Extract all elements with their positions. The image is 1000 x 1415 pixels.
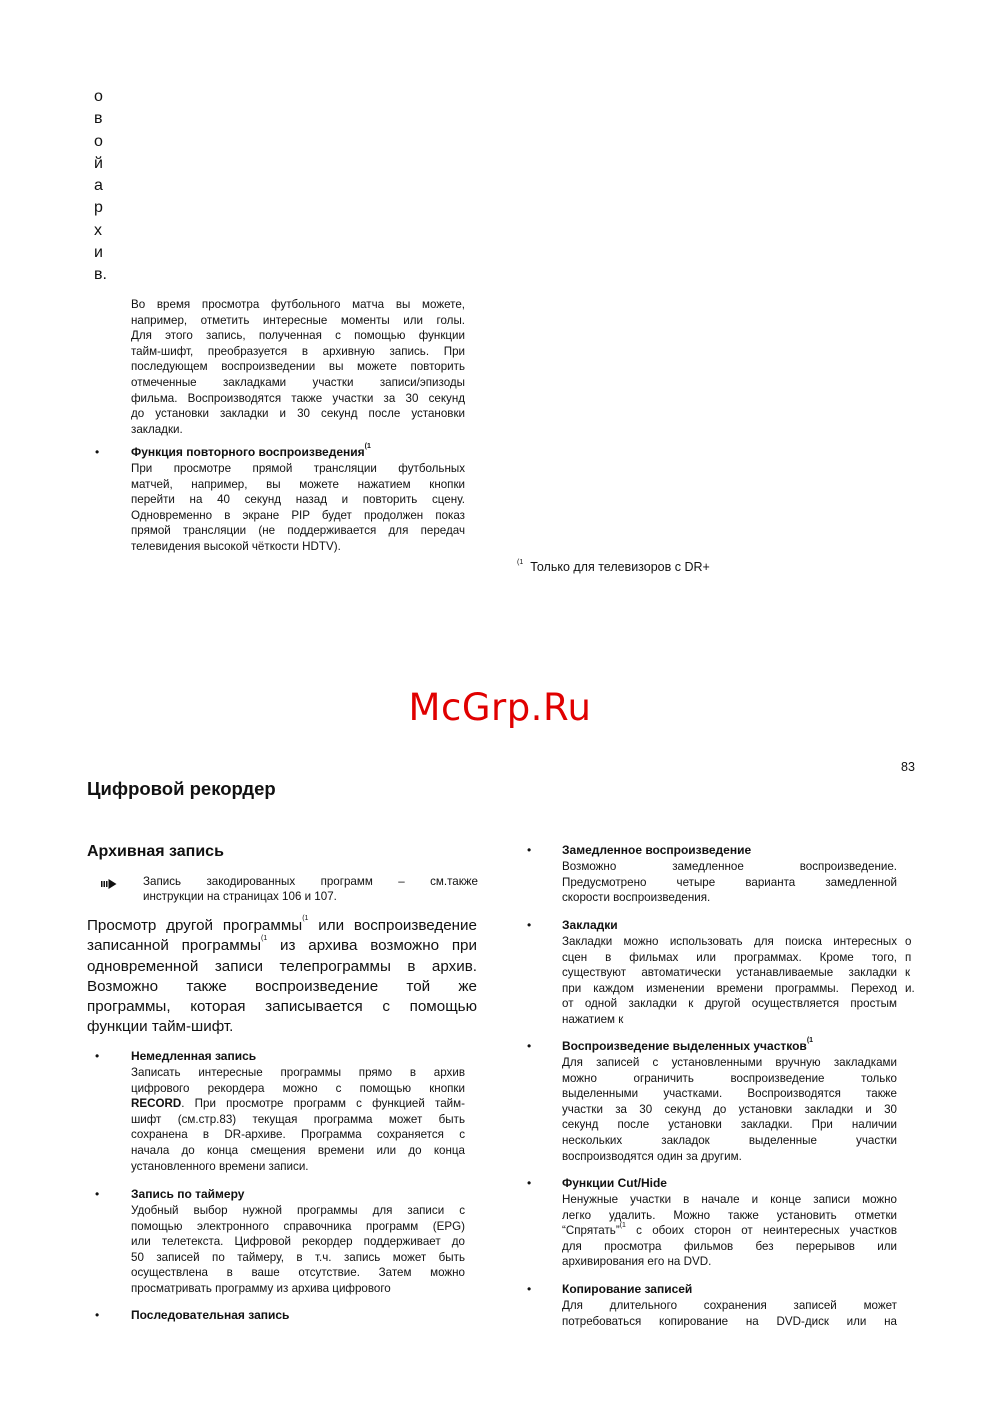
text-line: Запись закодированных программ – см.также [143,875,478,888]
text-line: последующем воспроизведении вы можете повторить [131,360,465,374]
text-line: шифт (см.стр.83) текущая программа может быть [131,1112,465,1126]
record-key: RECORD [131,1097,182,1111]
text-line: матчей, например, вы можете нажатием кнопки [131,477,465,491]
text-line: Для записей с установленными вручную закладками [562,1056,897,1069]
footnote-ref: (1 [302,915,309,922]
replay-paragraph [131,461,465,555]
bullet: • [95,1308,100,1322]
footnote [517,560,710,574]
text-line: Одновременно в экране PIP будет продолжен показ [131,508,465,522]
text-line: легко удалить. Можно также установить отметки [562,1208,897,1222]
footnote-text: Только для телевизоров с DR+ [530,560,710,574]
slow-title: Замедленное воспроизведение [562,843,752,857]
text-line: Для этого запись, полученная с помощью функции [131,329,465,343]
text-line: нескольких закладок выделенные участки [562,1133,897,1147]
vertical-letter: в [94,110,103,128]
page-number: 83 [901,760,915,774]
bullet: • [95,1187,100,1201]
text-line: для просмотра фильмов без перерывов или [562,1239,897,1253]
text-line: тайм-шифт, преобразуется в архивную запись. При [131,344,465,358]
text-line: Для длительного сохранения записей может [562,1299,897,1312]
text-span: . При просмотре программ с функцией тайм- [181,1097,465,1111]
edge-letter: и. [905,981,915,995]
bullet: • [527,918,532,932]
text-line: начала до конца смещения времени или до конца [131,1143,465,1157]
intro-paragraph [87,916,477,1038]
text-line: осуществлена в ваше отсутствие. Затем можно [131,1266,465,1280]
bookmarks-title: Закладки [562,918,618,932]
text-span: из архива возможно при [267,937,477,955]
immediate-title: Немедленная запись [131,1049,257,1063]
copy-paragraph [562,1298,897,1329]
text-line: потребоваться копирование на DVD-диск или на [562,1314,897,1328]
slow-paragraph [562,859,897,906]
text-line: отмеченные закладками участки записи/эпизоды [131,375,465,389]
text-line: 50 записей по таймеру, в т.ч. запись может быть [131,1250,465,1264]
text-line: просматривать программу из архива цифрового [131,1281,391,1295]
text-line: Предусмотрено четыре варианта замедленной [562,875,897,889]
vertical-letter: и [94,244,103,262]
text-line: скорости воспроизведения. [562,891,711,905]
footnote-ref: (1 [806,1037,814,1044]
footnote-ref: (1 [619,1222,626,1230]
vertical-letter: х [94,221,102,239]
text-line: участки за 30 секунд до установки закладки и 30 [562,1102,897,1116]
text-span: или воспроизведение [308,917,477,934]
text-line: закладки. [131,422,183,436]
text-line: перейти на 40 секунд назад и повторить сцену. [131,493,465,507]
text-line: прямой трансляции (не поддерживается для передач [131,524,465,538]
text-line: телевидения высокой чёткости HDTV). [131,539,341,553]
text-line: секунд после установки закладки. При наличии [562,1118,897,1132]
note-paragraph [143,874,478,904]
vertical-letter: р [94,199,103,217]
text-line: или телетекста. Цифровой рекордер поддерживает до [131,1235,465,1249]
text-line: Удобный выбор нужной программы для записи с [131,1204,465,1217]
edge-letter: о [905,935,912,948]
footnote-ref: (1 [364,443,371,450]
vertical-letter: й [94,154,103,172]
vertical-letter: о [94,132,103,150]
text-line: помощью электронного справочника программ (EPG) [131,1219,465,1233]
subsection-title: Архивная запись [87,843,224,860]
cuthide-paragraph [562,1192,897,1270]
text-line: Записать интересные программы прямо в архив [131,1066,465,1079]
text-line: Ненужные участки в начале и конце записи можно [562,1193,897,1206]
timer-paragraph [131,1203,465,1297]
text-line [562,1223,897,1239]
bullet: • [527,843,532,857]
text-line: существуют автоматически устанавливаемые закладки [562,966,897,980]
immediate-paragraph [131,1065,465,1174]
text-line: Возможно также воспроизведение той же [87,977,477,995]
text-line: например, отметить интересные моменты или голы. [131,313,465,327]
text-line [87,916,477,936]
bullet: • [527,1176,532,1190]
copy-title: Копирование записей [562,1282,693,1296]
highlight-title-text: Воспроизведение выделенных участков [562,1039,807,1053]
text-line: одновременной записи телепрограммы в архив. [87,957,477,975]
section-title: Цифровой рекордер [87,778,276,799]
text-line: нажатием к [562,1012,624,1026]
text-span: с обоих сторон от неинтересных участков [625,1224,897,1238]
edge-letter: к [905,966,911,980]
text-line: программы, которая записывается с помощью [87,998,477,1016]
vertical-letter: о [94,88,103,105]
cuthide-title: Функции Cut/Hide [562,1176,667,1190]
text-line [131,1096,465,1112]
text-line: архивирования его на DVD. [562,1255,712,1269]
text-line: Возможно замедленное воспроизведение. [562,860,897,873]
text-line: инструкции на страницах 106 и 107. [143,890,337,904]
vertical-letter: в. [94,266,107,284]
text-line: фильма. Воспроизводятся также участки за 30 секунд [131,391,465,405]
top-paragraph [131,297,465,437]
bookmarks-paragraph [562,934,897,1028]
highlight-title [562,1038,813,1054]
text-line [87,936,477,956]
bullet: • [527,1282,532,1296]
arrow-right-icon [101,879,117,889]
footnote-mark: (1 [517,559,524,566]
highlight-paragraph [562,1055,897,1164]
vertical-letter: а [94,177,103,195]
sequential-title: Последовательная запись [131,1308,290,1322]
text-line: от одной закладки к другой осуществляется простым [562,997,897,1011]
vertical-word [94,86,107,287]
text-line: сцен в фильмах или программах. Кроме того, [562,950,897,964]
text-line: можно ограничить воспроизведение только [562,1071,897,1085]
bullet: • [95,1049,100,1063]
text-line: сохранена в DR-архиве. Программа сохраняется с [131,1128,465,1142]
bookmarks-edge-letters [905,934,915,996]
bullet: • [527,1039,532,1053]
text-line: Во время просмотра футбольного матча вы можете, [131,298,465,311]
text-line: Закладки можно использовать для поиска интересных [562,935,897,948]
text-line: цифрового рекордера можно с помощью кнопки [131,1081,465,1095]
text-line: установленного времени записи. [131,1159,309,1173]
text-span: Просмотр другой программы [87,917,303,934]
text-span: записанной программы [87,937,261,955]
text-line: при каждом изменении времени программы. Переход [562,981,897,995]
text-span: “Спрятать” [562,1224,620,1238]
text-line: до установки закладки и 30 секунд после установки [131,407,465,421]
text-line: воспроизводятся один за другим. [562,1149,742,1163]
watermark: McGrp.Ru [408,686,592,729]
replay-title-text: Функция повторного воспроизведения [131,445,365,459]
text-line: выделенными участками. Воспроизводятся также [562,1087,897,1101]
replay-title [131,444,371,460]
bullet: • [95,445,100,459]
footnote-ref: (1 [261,935,268,943]
text-line: функции тайм-шифт. [87,1018,234,1036]
text-line: При просмотре прямой трансляции футбольных [131,462,465,475]
timer-title: Запись по таймеру [131,1187,245,1201]
edge-letter: п [905,950,912,964]
